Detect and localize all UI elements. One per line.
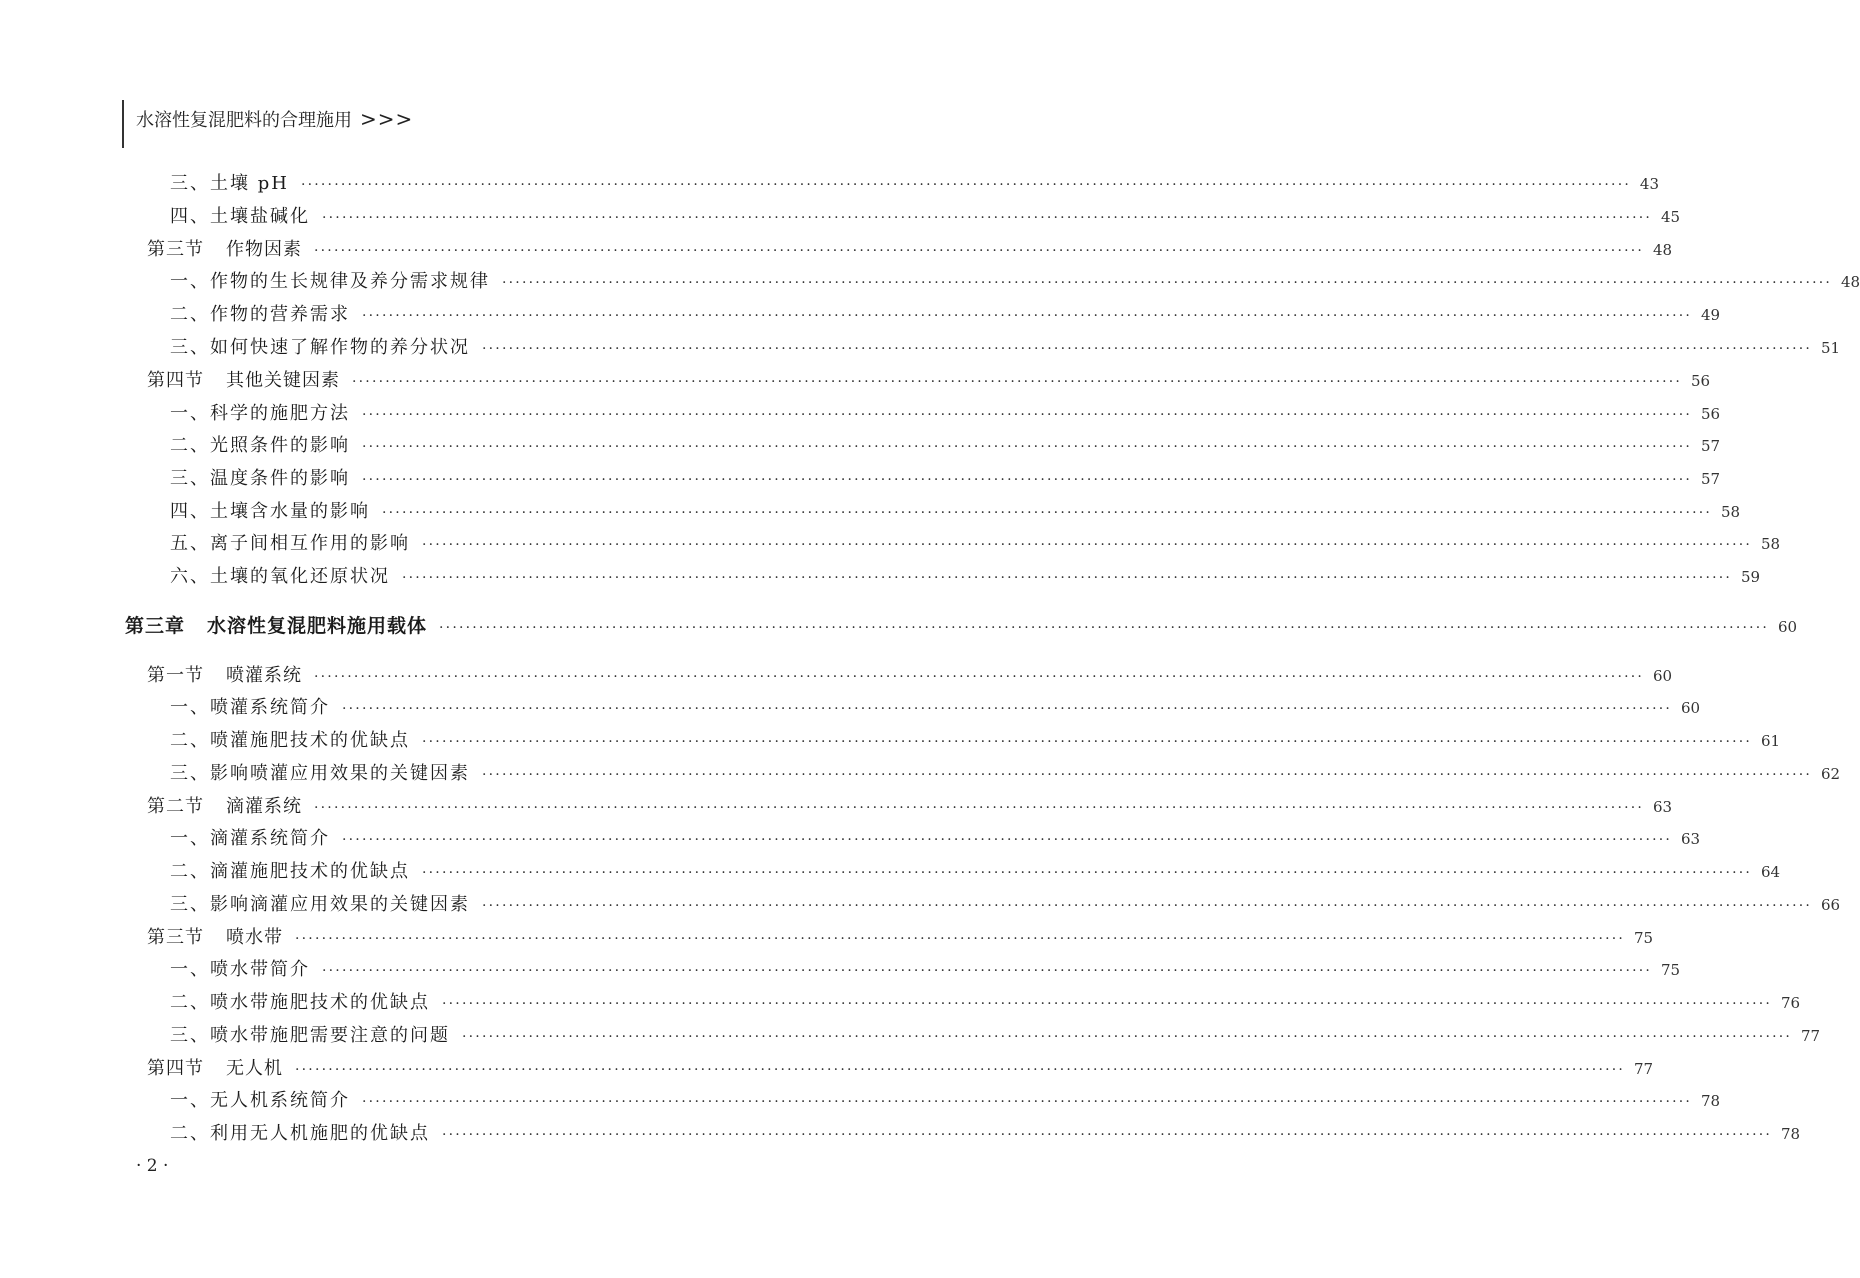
- toc-item-entry[interactable]: [170, 532, 1781, 556]
- toc-page-number: 62: [1820, 765, 1841, 783]
- toc-label: [170, 467, 362, 491]
- toc-page-number: 60: [1777, 618, 1798, 636]
- dot-leader: ········································································································································································································: [352, 374, 1683, 390]
- toc-page-number: 56: [1700, 405, 1721, 423]
- toc-item-entry[interactable]: [170, 893, 1841, 917]
- toc-title: 二、喷水带施肥技术的优缺点: [170, 992, 430, 1013]
- toc-page-number: 63: [1680, 830, 1701, 848]
- toc-item-entry[interactable]: [170, 1024, 1821, 1048]
- toc-item-entry[interactable]: [170, 860, 1781, 884]
- toc-title: 二、滴灌施肥技术的优缺点: [170, 861, 410, 882]
- toc-label: [170, 532, 422, 556]
- toc-chapter-entry[interactable]: [125, 614, 1798, 638]
- toc-item-entry[interactable]: [170, 991, 1801, 1015]
- toc-page-number: 48: [1652, 241, 1673, 259]
- toc-label: [147, 369, 352, 393]
- dot-leader: ········································································································································································································: [442, 1127, 1773, 1143]
- toc-title: 一、喷灌系统简介: [170, 697, 330, 718]
- dot-leader: ········································································································································································································: [482, 767, 1813, 783]
- toc-title: 二、作物的营养需求: [170, 304, 350, 325]
- dot-leader: ········································································································································································································: [422, 734, 1753, 750]
- toc-label: [170, 270, 502, 294]
- toc-section-entry[interactable]: [147, 664, 1673, 688]
- toc-label: [170, 172, 301, 196]
- toc-label: [170, 402, 362, 426]
- toc-page-number: 60: [1652, 667, 1673, 685]
- toc-label: [170, 303, 362, 327]
- toc-label: [170, 1089, 362, 1113]
- chevron-arrows-icon: >>>: [360, 107, 414, 131]
- toc-title: 三、如何快速了解作物的养分状况: [170, 337, 470, 358]
- toc-number: 第一节: [147, 665, 204, 686]
- toc-page-number: 63: [1652, 798, 1673, 816]
- toc-item-entry[interactable]: [170, 402, 1721, 426]
- toc-page-number: 49: [1700, 306, 1721, 324]
- toc-title: 作物因素: [226, 239, 302, 260]
- toc-page-number: 66: [1820, 896, 1841, 914]
- toc-title: 一、滴灌系统简介: [170, 828, 330, 849]
- toc-title: 四、土壤含水量的影响: [170, 501, 370, 522]
- toc-page-number: 43: [1639, 175, 1659, 193]
- toc-title: 一、喷水带简介: [170, 959, 310, 980]
- dot-leader: ········································································································································································································: [362, 439, 1693, 455]
- toc-section-entry[interactable]: [147, 369, 1711, 393]
- toc-item-entry[interactable]: [170, 270, 1860, 294]
- dot-leader: ········································································································································································································: [322, 963, 1653, 979]
- toc-label: [170, 958, 322, 982]
- dot-leader: ········································································································································································································: [342, 701, 1673, 717]
- toc-section-entry[interactable]: [147, 926, 1654, 950]
- toc-label: [147, 926, 295, 950]
- toc-label: [170, 434, 362, 458]
- dot-leader: ········································································································································································································: [314, 243, 1645, 259]
- dot-leader: ········································································································································································································: [362, 407, 1693, 423]
- toc-item-entry[interactable]: [170, 1122, 1801, 1146]
- toc-item-entry[interactable]: [170, 827, 1701, 851]
- toc-label: [170, 860, 422, 884]
- dot-leader: ········································································································································································································: [482, 341, 1813, 357]
- toc-title: 六、土壤的氧化还原状况: [170, 566, 390, 587]
- toc-item-entry[interactable]: [170, 958, 1681, 982]
- toc-label: [147, 1057, 295, 1081]
- dot-leader: ········································································································································································································: [362, 472, 1693, 488]
- dot-leader: ········································································································································································································: [295, 931, 1626, 947]
- toc-label: [170, 991, 442, 1015]
- toc-item-entry[interactable]: [170, 565, 1761, 589]
- page-number: · 2 ·: [136, 1156, 169, 1176]
- toc-page-number: 77: [1633, 1060, 1654, 1078]
- toc-page-number: 51: [1820, 339, 1841, 357]
- toc-page-number: 59: [1740, 568, 1761, 586]
- toc-page-number: 48: [1840, 273, 1860, 291]
- toc-title: 五、离子间相互作用的影响: [170, 533, 410, 554]
- toc-item-entry[interactable]: [170, 336, 1841, 360]
- toc-item-entry[interactable]: [170, 729, 1781, 753]
- toc-item-entry[interactable]: [170, 434, 1721, 458]
- book-title: 水溶性复混肥料的合理施用: [136, 110, 352, 131]
- toc-label: [147, 238, 314, 262]
- toc-label: [170, 336, 482, 360]
- toc-page-number: 57: [1700, 437, 1721, 455]
- toc-title: 二、喷灌施肥技术的优缺点: [170, 730, 410, 751]
- toc-title: 水溶性复混肥料施用载体: [207, 615, 428, 637]
- toc-label: [170, 565, 402, 589]
- toc-page-number: 64: [1760, 863, 1781, 881]
- toc-label: [170, 1024, 462, 1048]
- toc-section-entry[interactable]: [147, 795, 1673, 819]
- toc-section-entry[interactable]: [147, 238, 1673, 262]
- toc-page-number: 75: [1633, 929, 1654, 947]
- dot-leader: ········································································································································································································: [295, 1062, 1626, 1078]
- toc-label: [147, 795, 314, 819]
- toc-section-entry[interactable]: [147, 1057, 1654, 1081]
- toc-title: 三、温度条件的影响: [170, 468, 350, 489]
- toc-item-entry[interactable]: [170, 303, 1721, 327]
- toc-number: 第三节: [147, 239, 204, 260]
- dot-leader: ········································································································································································································: [462, 1029, 1793, 1045]
- toc-label: [170, 696, 342, 720]
- toc-page-number: 75: [1660, 961, 1681, 979]
- toc-title: 三、影响滴灌应用效果的关键因素: [170, 894, 470, 915]
- toc-title: 二、光照条件的影响: [170, 435, 350, 456]
- toc-item-entry[interactable]: [170, 696, 1701, 720]
- toc-title: 无人机: [226, 1058, 283, 1079]
- toc-item-entry[interactable]: [170, 172, 1659, 196]
- dot-leader: ········································································································································································································: [439, 620, 1770, 636]
- toc-page-number: 57: [1700, 470, 1721, 488]
- toc-page-number: 58: [1760, 535, 1781, 553]
- dot-leader: ········································································································································································································: [362, 1094, 1693, 1110]
- toc-label: [125, 614, 439, 638]
- dot-leader: ········································································································································································································: [422, 865, 1753, 881]
- dot-leader: ········································································································································································································: [482, 898, 1813, 914]
- dot-leader: ········································································································································································································: [322, 210, 1653, 226]
- toc-title: 一、科学的施肥方法: [170, 403, 350, 424]
- toc-number: 第二节: [147, 796, 204, 817]
- toc-item-entry[interactable]: [170, 500, 1741, 524]
- toc-page-number: 78: [1700, 1092, 1721, 1110]
- toc-number: 第四节: [147, 370, 204, 391]
- toc-number: 第三章: [125, 615, 186, 637]
- toc-title: 一、作物的生长规律及养分需求规律: [170, 271, 490, 292]
- toc-title: 一、无人机系统简介: [170, 1090, 350, 1111]
- dot-leader: ········································································································································································································: [402, 570, 1733, 586]
- toc-title: 三、土壤 pH: [170, 173, 289, 194]
- toc-title: 三、喷水带施肥需要注意的问题: [170, 1025, 450, 1046]
- toc-title: 喷水带: [226, 927, 283, 948]
- toc-page-number: 78: [1780, 1125, 1801, 1143]
- toc-page-number: 60: [1680, 699, 1701, 717]
- toc-page-number: 76: [1780, 994, 1801, 1012]
- dot-leader: ········································································································································································································: [300, 177, 1631, 193]
- toc-label: [170, 729, 422, 753]
- toc-title: 滴灌系统: [226, 796, 302, 817]
- toc-item-entry[interactable]: [170, 1089, 1721, 1113]
- toc-label: [170, 762, 482, 786]
- toc-label: [170, 1122, 442, 1146]
- dot-leader: ········································································································································································································: [442, 996, 1773, 1012]
- toc-number: 第四节: [147, 1058, 204, 1079]
- toc-title: 四、土壤盐碱化: [170, 206, 310, 227]
- toc-label: [170, 500, 382, 524]
- toc-page-number: 58: [1720, 503, 1741, 521]
- dot-leader: ········································································································································································································: [502, 275, 1833, 291]
- dot-leader: ········································································································································································································: [314, 669, 1645, 685]
- dot-leader: ········································································································································································································: [382, 505, 1713, 521]
- toc-number: 第三节: [147, 927, 204, 948]
- toc-label: [147, 664, 314, 688]
- toc-page-number: 56: [1690, 372, 1711, 390]
- toc-page-number: 61: [1760, 732, 1781, 750]
- toc-title: 喷灌系统: [226, 665, 302, 686]
- toc-label: [170, 827, 342, 851]
- dot-leader: ········································································································································································································: [422, 537, 1753, 553]
- toc-title: 二、利用无人机施肥的优缺点: [170, 1123, 430, 1144]
- toc-item-entry[interactable]: [170, 762, 1841, 786]
- toc-item-entry[interactable]: [170, 205, 1681, 229]
- toc-page-number: 77: [1800, 1027, 1821, 1045]
- toc-item-entry[interactable]: [170, 467, 1721, 491]
- dot-leader: ········································································································································································································: [362, 308, 1693, 324]
- toc-label: [170, 205, 322, 229]
- toc-label: [170, 893, 482, 917]
- toc-page-number: 45: [1660, 208, 1681, 226]
- toc-title: 其他关键因素: [226, 370, 340, 391]
- dot-leader: ········································································································································································································: [314, 800, 1645, 816]
- toc-title: 三、影响喷灌应用效果的关键因素: [170, 763, 470, 784]
- dot-leader: ········································································································································································································: [342, 832, 1673, 848]
